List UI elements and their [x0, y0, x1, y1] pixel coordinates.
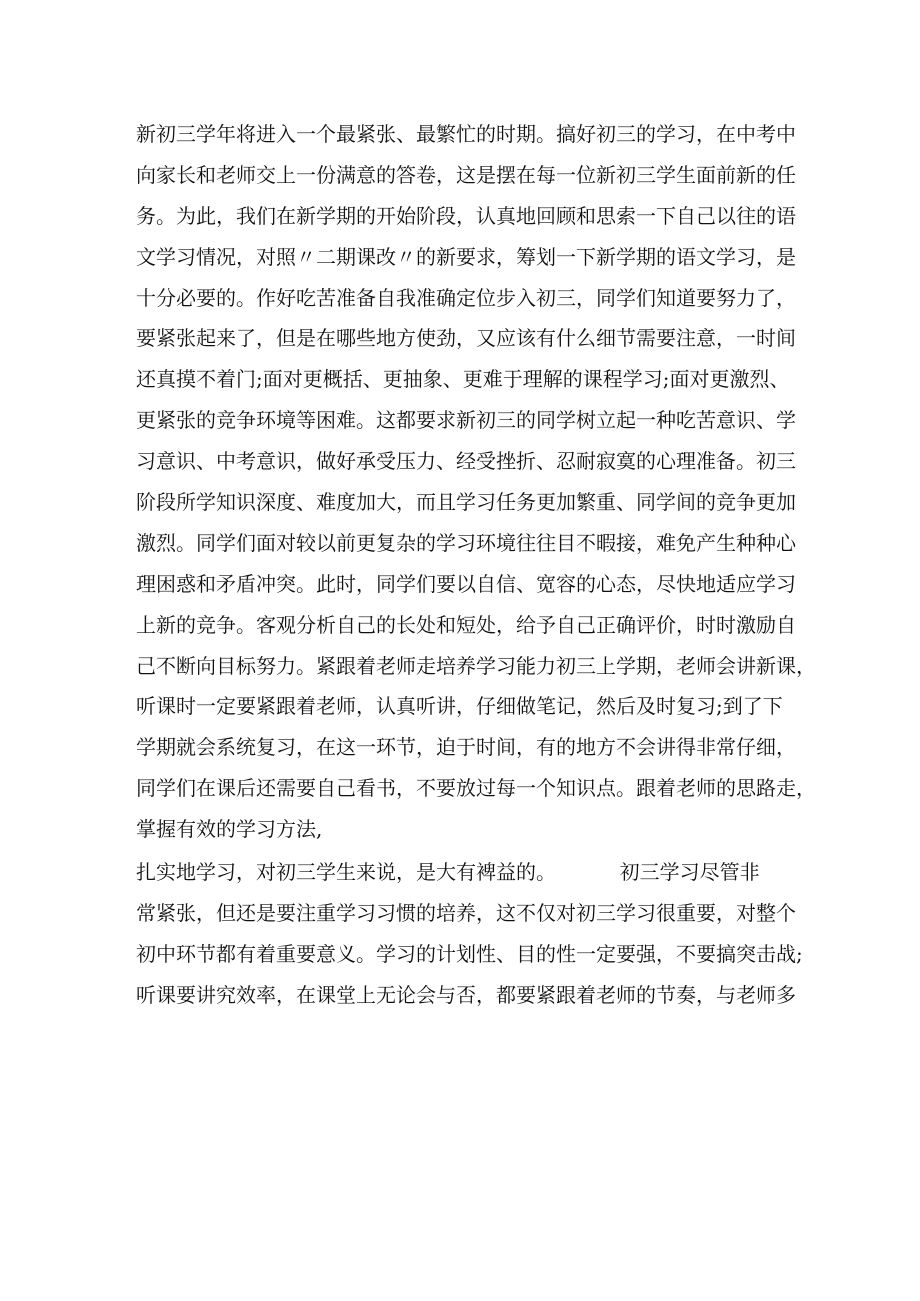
text-line: 听课要讲究效率，在课堂上无论会与否，都要紧跟着老师的节奏，与老师多	[136, 982, 796, 1007]
text-line: 十分必要的。作好吃苦准备自我准确定位步入初三，同学们知道要努力了，	[136, 285, 796, 310]
text-line: 新初三学年将进入一个最紧张、最繁忙的时期。搞好初三的学习，在中考中	[136, 122, 796, 146]
text-line: 激烈。同学们面对较以前更复杂的学习环境往往目不暇接，难免产生种种心	[136, 530, 796, 555]
text-line: 学期就会系统复习，在这一环节，迫于时间，有的地方不会讲得非常仔细，	[136, 735, 796, 760]
text-line: 习意识、中考意识，做好承受压力、经受挫折、忍耐寂寞的心理准备。初三	[136, 449, 796, 474]
text-line: 己不断向目标努力。紧跟着老师走培养学习能力初三上学期，老师会讲新课，	[136, 653, 816, 678]
text-line: 更紧张的竞争环境等困难。这都要求新初三的同学树立起一种吃苦意识、学	[136, 408, 796, 433]
text-line: 向家长和老师交上一份满意的答卷，这是摆在每一位新初三学生面前新的任	[136, 162, 796, 187]
text-line: 听课时一定要紧跟着老师，认真听讲，仔细做笔记，然后及时复习;到了下	[136, 694, 783, 719]
text-line: 要紧张起来了，但是在哪些地方使劲，又应该有什么细节需要注意，一时间	[136, 326, 796, 351]
text-line: 务。为此，我们在新学期的开始阶段，认真地回顾和思索一下自己以往的语	[136, 203, 796, 228]
text-line: 扎实地学习，对初三学生来说，是大有裨益的。 初三学习尽管非	[136, 860, 760, 885]
body-text	[136, 114, 816, 1016]
text-line: 上新的竞争。客观分析自己的长处和短处，给予自己正确评价，时时激励自	[136, 612, 796, 637]
text-line: 掌握有效的学习方法,	[136, 817, 323, 842]
text-line: 还真摸不着门;面对更概括、更抽象、更难于理解的课程学习;面对更激烈、	[136, 367, 790, 392]
text-line: 理困惑和矛盾冲突。此时，同学们要以自信、宽容的心态，尽快地适应学习	[136, 571, 796, 596]
text-line: 文学习情况，对照〃二期课改〃的新要求，筹划一下新学期的语文学习，是	[136, 244, 796, 269]
text-line: 同学们在课后还需要自己看书，不要放过每一个知识点。跟着老师的思路走，	[136, 776, 816, 801]
text-line: 常紧张，但还是要注重学习习惯的培养，这不仅对初三学习很重要，对整个	[136, 900, 796, 925]
text-line: 阶段所学知识深度、难度加大，而且学习任务更加繁重、同学间的竞争更加	[136, 490, 796, 515]
text-line: 初中环节都有着重要意义。学习的计划性、目的性一定要强，不要搞突击战;	[136, 941, 803, 966]
